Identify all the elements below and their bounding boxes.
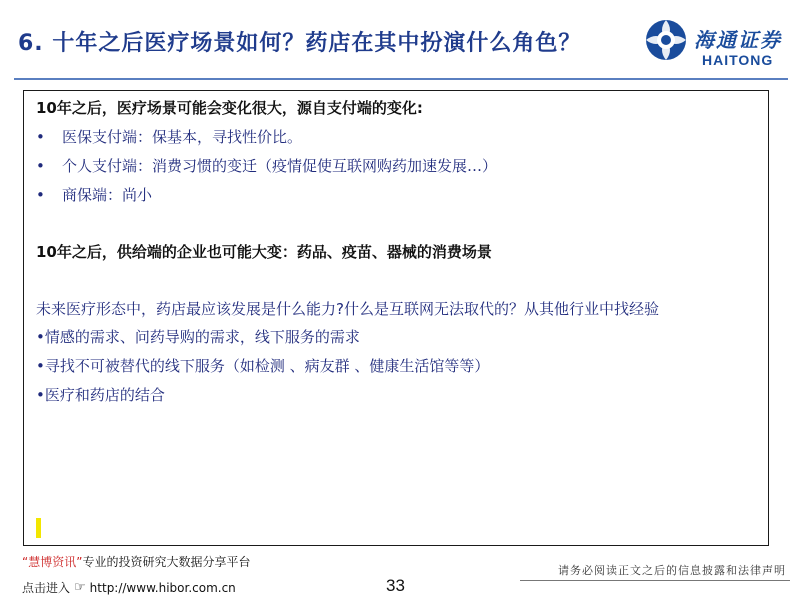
list-item-text: 个人支付端：消费习惯的变迁（疫情促使互联网购药加速发展…） xyxy=(62,157,498,175)
bullet-marker: • xyxy=(36,128,45,146)
link-prefix: 点击进入 xyxy=(22,581,71,595)
source-brand: “慧博资讯” xyxy=(22,555,83,569)
logo-chinese-name: 海通证券 xyxy=(694,28,782,52)
text-cursor-marker xyxy=(36,518,41,538)
list-item: •医疗和药店的结合 xyxy=(36,386,165,404)
list-item xyxy=(36,181,766,210)
list-item-text: 医保支付端：保基本，寻找性价比。 xyxy=(62,128,303,146)
slide-title: 6. 十年之后医疗场景如何？药店在其中扮演什么角色？ xyxy=(18,31,582,56)
page-number: 33 xyxy=(386,576,405,595)
haitong-logo xyxy=(644,18,792,74)
supply-side-heading: 10年之后，供给端的企业也可能大变：药品、疫苗、器械的消费场景 xyxy=(36,243,492,261)
payment-side-heading: 10年之后，医疗场景可能会变化很大，源自支付端的变化: xyxy=(36,99,423,117)
list-item xyxy=(36,123,766,152)
list-item: •寻找不可被替代的线下服务（如检测 、病友群 、健康生活馆等等） xyxy=(36,357,490,375)
source-link[interactable]: http://www.hibor.com.cn xyxy=(89,580,236,595)
spacer xyxy=(36,210,766,238)
list-item-text: 商保端：尚小 xyxy=(62,186,153,204)
footer-divider xyxy=(520,580,790,581)
bullet-marker: • xyxy=(36,186,45,204)
future-question: 未来医疗形态中，药店最应该发展是什么能力?什么是互联网无法取代的？从其他行业中找经验 xyxy=(36,300,659,318)
legal-disclaimer: 请务必阅读正文之后的信息披露和法律声明 xyxy=(558,564,786,577)
list-item xyxy=(36,152,766,181)
haitong-emblem-icon xyxy=(644,18,688,62)
bullet-marker: • xyxy=(36,157,45,175)
logo-english-name: HAITONG xyxy=(702,52,774,68)
source-description: 专业的投资研究大数据分享平台 xyxy=(82,555,251,569)
footer-source xyxy=(22,553,250,596)
slide-body xyxy=(36,94,766,410)
pointing-hand-icon: ☞ xyxy=(74,580,86,595)
spacer xyxy=(36,267,766,295)
header-divider xyxy=(14,78,788,80)
list-item: •情感的需求、问药导购的需求，线下服务的需求 xyxy=(36,328,360,346)
